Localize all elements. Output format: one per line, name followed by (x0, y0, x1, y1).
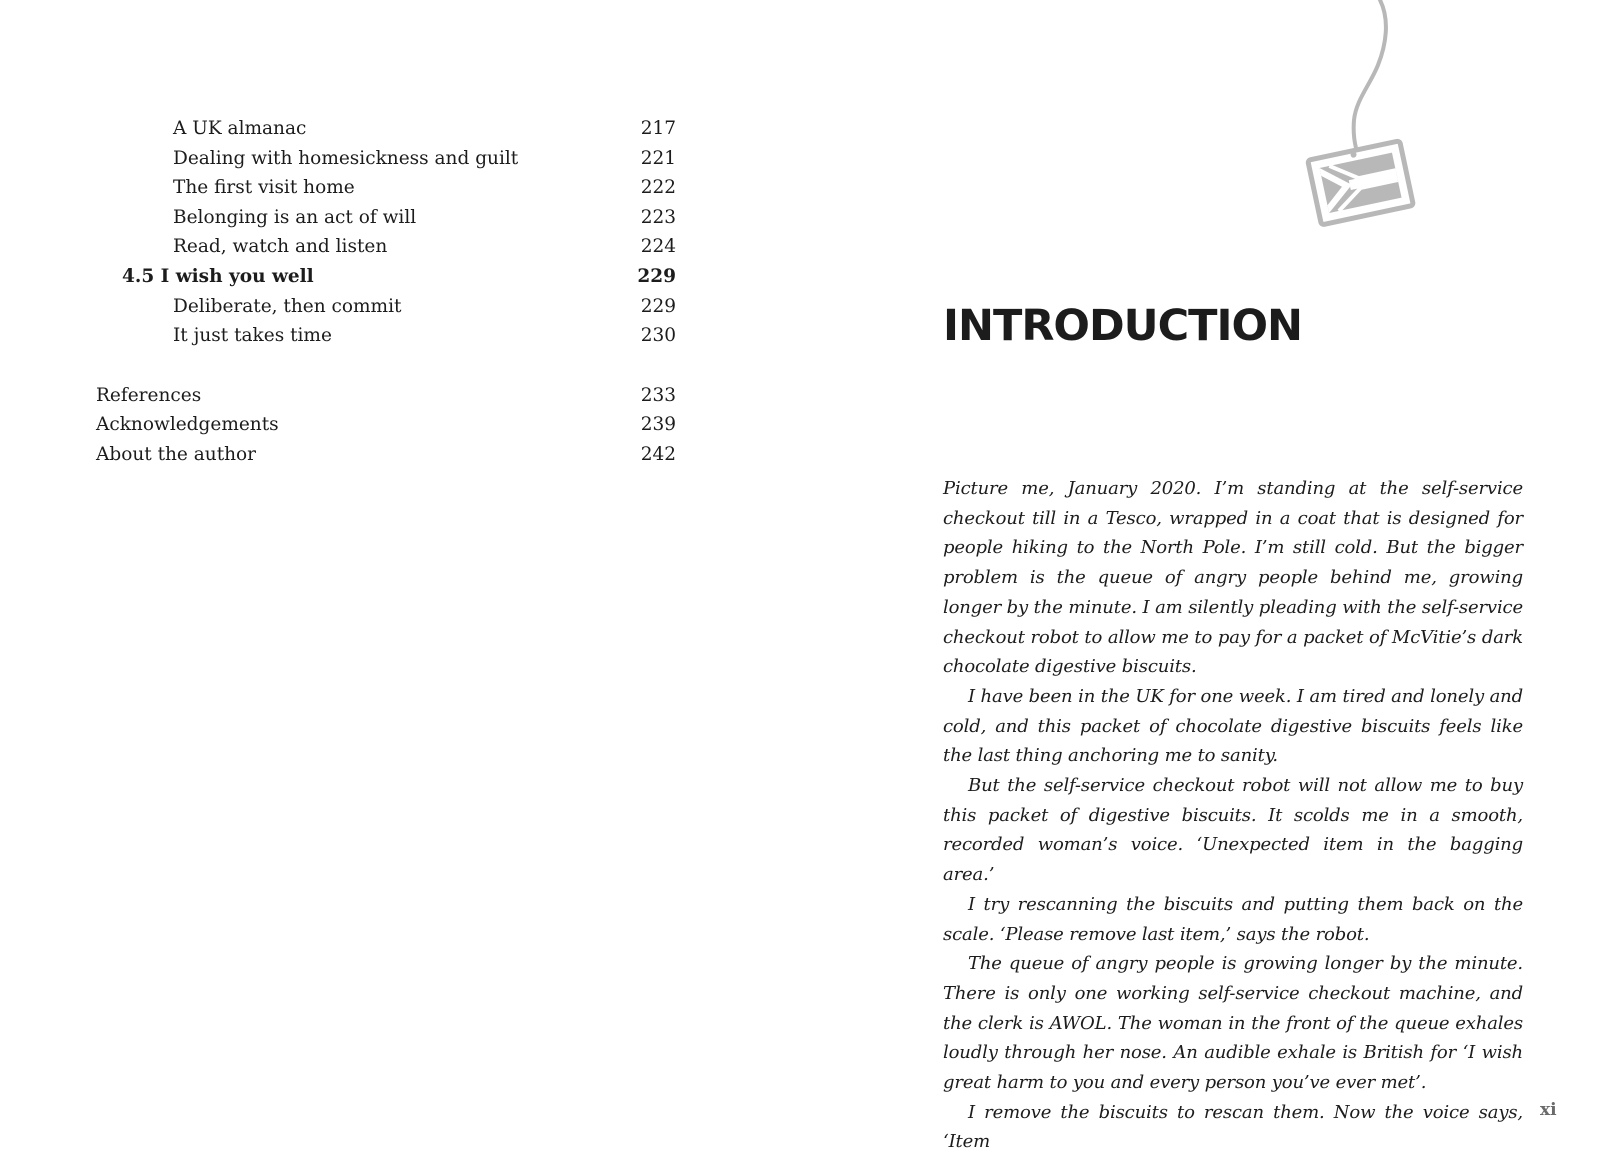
toc-section-title: 4.5 I wish you well (122, 265, 314, 287)
toc-section-entry (96, 262, 676, 292)
toc-entry-page: 233 (640, 384, 676, 406)
toc-entry-page: 217 (640, 118, 676, 139)
paragraph-text: . The woman in the front of the queue exhales loudly through her nose. An audible exhale is British for ‘I wish great harm to you and every person you’ve ever met’. (943, 1012, 1523, 1094)
chapter-title: INTRODUCTION (943, 301, 1303, 351)
toc-entry-title: Dealing with homesickness and guilt (173, 147, 519, 169)
body-paragraph: Picture me, January 2020. I’m standing at the self-service checkout till in a Tesco, wrapped in a coat that is designed for people hiking to the North Pole. I’m still cold. But the bigger problem is the queue of angry people behind me, growing longer by the minute. I am silently pleading with the self-service checkout robot to allow me to pay for a packet of McVitie’s dark chocolate digestive biscuits. (943, 478, 1523, 678)
page-number: xi (1540, 1100, 1557, 1120)
toc-entry-page: 229 (640, 295, 676, 317)
toc-entry-title: A UK almanac (173, 118, 307, 139)
body-paragraph: I remove the biscuits to rescan them. Now the voice says, ‘Item (943, 1101, 1523, 1153)
toc-entry (96, 173, 676, 203)
toc-entry (96, 321, 676, 351)
toc-section-page: 229 (637, 265, 676, 287)
toc-entry (96, 203, 676, 233)
toc-entry (96, 292, 676, 322)
toc-entry-page: 239 (640, 414, 676, 436)
chapter-body (943, 474, 1523, 1157)
toc-entry-page: 224 (640, 236, 676, 258)
toc-entry-title: Deliberate, then commit (173, 295, 402, 317)
toc-entry-title: Read, watch and listen (173, 236, 388, 258)
toc-back-matter-entry (96, 440, 676, 470)
toc-entry-title: The first visit home (173, 177, 355, 199)
toc-entry-title: About the author (96, 443, 257, 465)
abbreviation: AWOL (1049, 1012, 1107, 1034)
toc-entry-title: It just takes time (173, 325, 332, 347)
toc-entry-page: 230 (640, 325, 676, 347)
toc-entry (96, 144, 676, 174)
toc-entry (96, 232, 676, 262)
toc-back-matter-entry (96, 381, 676, 411)
luggage-tag-icon (1290, 0, 1430, 235)
toc-spacer (96, 351, 676, 381)
toc-entry-page: 242 (640, 443, 676, 465)
toc-back-matter-entry (96, 410, 676, 440)
body-paragraph: I have been in the UK for one week. I am tired and lonely and cold, and this packet of chocolate digestive biscuits feels like the last thing anchoring me to sanity. (943, 685, 1523, 767)
toc-entry (96, 114, 676, 144)
toc-entry-title: Acknowledgements (96, 414, 279, 436)
body-paragraph: But the self-service checkout robot will not allow me to buy this packet of digestive biscuits. It scolds me in a smooth, recorded woman’s voice. ‘Unexpected item in the bagging area.’ (943, 775, 1523, 886)
body-paragraph: I try rescanning the biscuits and putting them back on the scale. ‘Please remove last item,’ says the robot. (943, 893, 1523, 945)
toc-entry-page: 223 (640, 206, 676, 228)
toc-entry-title: Belonging is an act of will (173, 206, 417, 228)
toc-entry-page: 222 (640, 177, 676, 199)
body-paragraph (943, 949, 1523, 1098)
paragraph-text: The queue of angry people is growing longer by the minute. There is only one working self-service checkout machine, and the clerk is (943, 953, 1523, 1034)
table-of-contents (96, 114, 676, 470)
toc-entry-page: 221 (640, 147, 676, 169)
toc-entry-title: References (96, 384, 202, 406)
